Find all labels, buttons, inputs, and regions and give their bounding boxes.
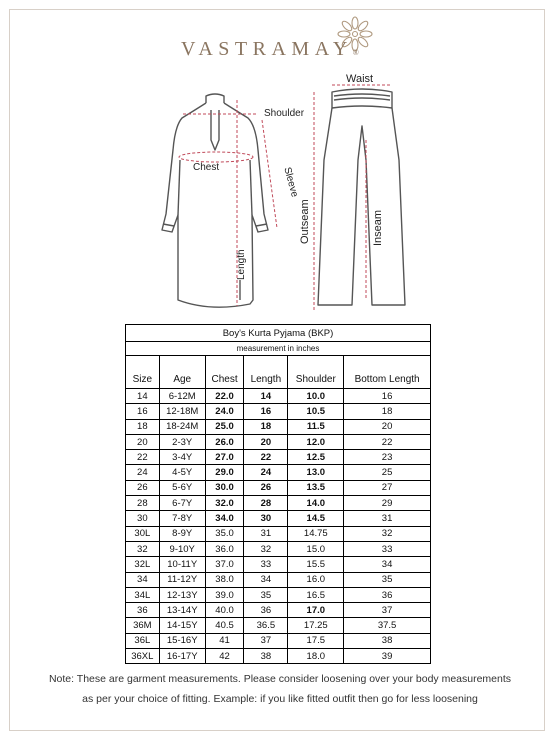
table-cell: 30 [126, 511, 160, 526]
table-cell: 28 [244, 496, 288, 511]
table-cell: 13-14Y [159, 603, 205, 618]
table-cell: 34.0 [205, 511, 244, 526]
table-cell: 38 [244, 649, 288, 664]
table-row [126, 480, 431, 495]
table-cell: 37 [344, 603, 431, 618]
table-cell: 25.0 [205, 419, 244, 434]
inseam-label: Inseam [372, 209, 384, 246]
table-cell: 37.5 [344, 618, 431, 633]
table-cell: 18 [126, 419, 160, 434]
header-age: Age [159, 356, 205, 389]
table-cell: 10-11Y [159, 557, 205, 572]
table-cell: 36 [244, 603, 288, 618]
table-cell: 11-12Y [159, 572, 205, 587]
table-row [126, 633, 431, 648]
table-cell: 14.75 [288, 526, 344, 541]
table-cell: 34 [126, 572, 160, 587]
table-cell: 36.5 [244, 618, 288, 633]
table-cell: 13.0 [288, 465, 344, 480]
header-length: Length [244, 356, 288, 389]
table-cell: 33 [344, 541, 431, 556]
table-cell: 32 [244, 541, 288, 556]
table-cell: 36 [344, 587, 431, 602]
header-chest: Chest [205, 356, 244, 389]
table-cell: 3-4Y [159, 450, 205, 465]
table-cell: 15.0 [288, 541, 344, 556]
table-cell: 14-15Y [159, 618, 205, 633]
length-label: Length [236, 249, 247, 280]
table-cell: 25 [344, 465, 431, 480]
table-cell: 12-18M [159, 404, 205, 419]
table-cell: 41 [205, 633, 244, 648]
table-cell: 16.0 [288, 572, 344, 587]
table-row [126, 496, 431, 511]
table-cell: 35 [344, 572, 431, 587]
table-row [126, 541, 431, 556]
table-cell: 7-8Y [159, 511, 205, 526]
table-cell: 16 [126, 404, 160, 419]
table-cell: 40.5 [205, 618, 244, 633]
table-cell: 14.0 [288, 496, 344, 511]
table-cell: 29 [344, 496, 431, 511]
table-row [126, 603, 431, 618]
table-cell: 12.0 [288, 434, 344, 449]
table-cell: 24.0 [205, 404, 244, 419]
header-size: Size [126, 356, 160, 389]
table-cell: 28 [126, 496, 160, 511]
table-cell: 37 [244, 633, 288, 648]
table-cell: 10.5 [288, 404, 344, 419]
table-row [126, 434, 431, 449]
table-header-row [126, 356, 431, 389]
table-cell: 33 [244, 557, 288, 572]
table-cell: 6-12M [159, 389, 205, 404]
table-row [126, 419, 431, 434]
table-cell: 4-5Y [159, 465, 205, 480]
table-row [126, 404, 431, 419]
table-cell: 34 [244, 572, 288, 587]
table-cell: 26 [126, 480, 160, 495]
table-row [126, 465, 431, 480]
chest-label: Chest [193, 162, 220, 173]
note-line-1: Note: These are garment measurements. Please consider loosening over your body measurements [48, 673, 512, 685]
table-cell: 6-7Y [159, 496, 205, 511]
table-cell: 8-9Y [159, 526, 205, 541]
outseam-label: Outseam [299, 199, 311, 244]
table-cell: 32L [126, 557, 160, 572]
table-cell: 30L [126, 526, 160, 541]
table-cell: 38 [344, 633, 431, 648]
header-shoulder: Shoulder [288, 356, 344, 389]
brand-name-text: VASTRAMAY [181, 38, 353, 60]
table-cell: 2-3Y [159, 434, 205, 449]
table-cell: 14 [126, 389, 160, 404]
kurta-outline-icon [162, 94, 268, 307]
table-cell: 13.5 [288, 480, 344, 495]
table-cell: 16 [344, 389, 431, 404]
table-cell: 34L [126, 587, 160, 602]
table-cell: 18 [344, 404, 431, 419]
table-cell: 16-17Y [159, 649, 205, 664]
shoulder-label: Shoulder [264, 108, 305, 119]
table-cell: 5-6Y [159, 480, 205, 495]
table-cell: 39 [344, 649, 431, 664]
sleeve-label: Sleeve [281, 166, 300, 199]
table-cell: 20 [126, 434, 160, 449]
brand-registered-mark: ® [352, 48, 359, 57]
table-cell: 11.5 [288, 419, 344, 434]
table-cell: 38.0 [205, 572, 244, 587]
table-cell: 23 [344, 450, 431, 465]
table-cell: 27.0 [205, 450, 244, 465]
table-cell: 34 [344, 557, 431, 572]
table-cell: 37.0 [205, 557, 244, 572]
table-cell: 18.0 [288, 649, 344, 664]
table-cell: 22.0 [205, 389, 244, 404]
table-cell: 36XL [126, 649, 160, 664]
table-row [126, 450, 431, 465]
table-row [126, 649, 431, 664]
table-cell: 14 [244, 389, 288, 404]
table-row [126, 389, 431, 404]
table-cell: 10.0 [288, 389, 344, 404]
table-cell: 12-13Y [159, 587, 205, 602]
table-cell: 30 [244, 511, 288, 526]
table-cell: 20 [344, 419, 431, 434]
size-chart-table [125, 324, 431, 664]
table-cell: 16.5 [288, 587, 344, 602]
table-row [126, 526, 431, 541]
table-cell: 36M [126, 618, 160, 633]
note-line-2: as per your choice of fitting. Example: if you like fitted outfit then go for less loosening [82, 693, 478, 705]
pyjama-outline-icon [318, 89, 405, 305]
table-cell: 9-10Y [159, 541, 205, 556]
table-cell: 29.0 [205, 465, 244, 480]
table-cell: 30.0 [205, 480, 244, 495]
table-cell: 35.0 [205, 526, 244, 541]
table-cell: 17.25 [288, 618, 344, 633]
table-cell: 14.5 [288, 511, 344, 526]
table-cell: 22 [126, 450, 160, 465]
table-cell: 12.5 [288, 450, 344, 465]
table-cell: 17.5 [288, 633, 344, 648]
table-cell: 32.0 [205, 496, 244, 511]
table-cell: 22 [344, 434, 431, 449]
table-subtitle: measurement in inches [126, 342, 431, 356]
table-cell: 15.5 [288, 557, 344, 572]
table-cell: 27 [344, 480, 431, 495]
table-cell: 36 [126, 603, 160, 618]
table-cell: 17.0 [288, 603, 344, 618]
table-row [126, 557, 431, 572]
waist-label: Waist [346, 73, 374, 85]
table-cell: 26.0 [205, 434, 244, 449]
table-row [126, 618, 431, 633]
table-cell: 18-24M [159, 419, 205, 434]
table-row [126, 511, 431, 526]
table-cell: 26 [244, 480, 288, 495]
table-cell: 36.0 [205, 541, 244, 556]
table-cell: 32 [344, 526, 431, 541]
table-cell: 22 [244, 450, 288, 465]
table-cell: 15-16Y [159, 633, 205, 648]
table-title: Boy's Kurta Pyjama (BKP) [126, 325, 431, 342]
table-cell: 32 [126, 541, 160, 556]
note [30, 669, 530, 709]
table-cell: 16 [244, 404, 288, 419]
table-row [126, 587, 431, 602]
table-body [126, 389, 431, 664]
table-cell: 36L [126, 633, 160, 648]
table-cell: 39.0 [205, 587, 244, 602]
table-cell: 35 [244, 587, 288, 602]
table-cell: 31 [244, 526, 288, 541]
table-row [126, 572, 431, 587]
garment-diagram [0, 0, 556, 330]
table-cell: 20 [244, 434, 288, 449]
table-cell: 31 [344, 511, 431, 526]
table-cell: 42 [205, 649, 244, 664]
table-cell: 18 [244, 419, 288, 434]
table-cell: 24 [126, 465, 160, 480]
header-bottom-length: Bottom Length [344, 356, 431, 389]
table-cell: 40.0 [205, 603, 244, 618]
table-cell: 24 [244, 465, 288, 480]
